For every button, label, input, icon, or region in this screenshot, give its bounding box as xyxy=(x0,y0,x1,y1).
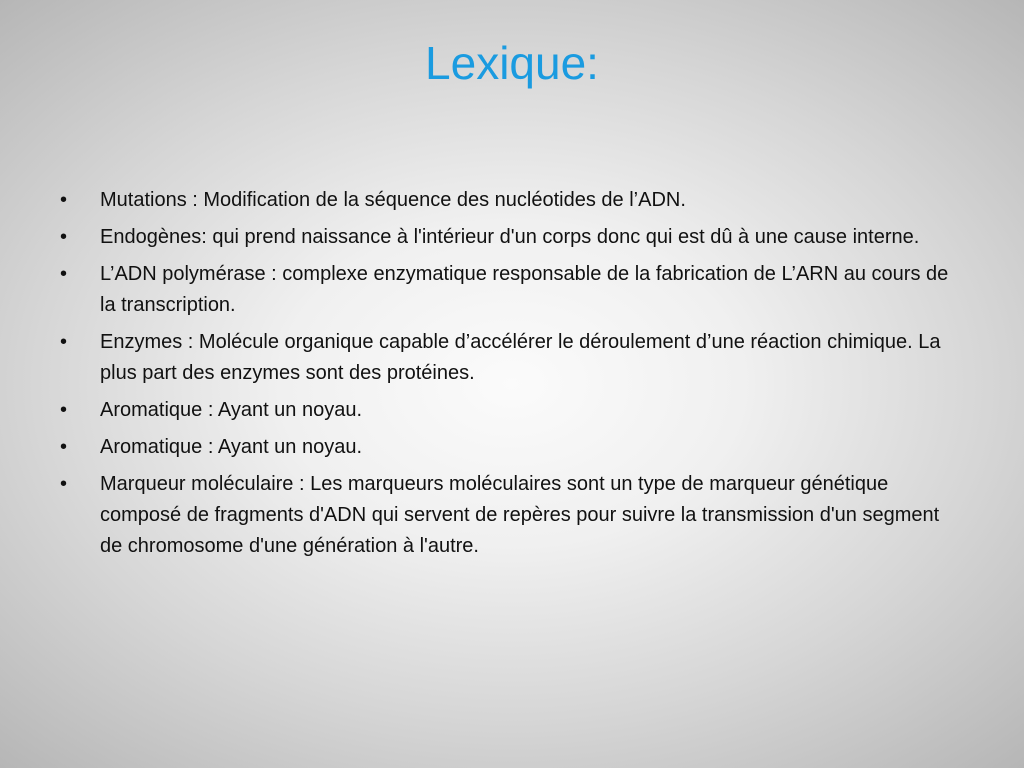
bullet-icon: • xyxy=(60,331,68,353)
list-item-text: Endogènes: qui prend naissance à l'intérieur d'un corps donc qui est dû à une cause interne. xyxy=(100,226,920,248)
bullet-list xyxy=(60,185,960,568)
list-item-text: L’ADN polymérase : complexe enzymatique responsable de la fabrication de L’ARN au cours de la transcription. xyxy=(100,263,949,316)
bullet-icon: • xyxy=(60,189,68,211)
slide-title: Lexique: xyxy=(425,37,599,89)
list-item-text: Aromatique : Ayant un noyau. xyxy=(100,399,363,421)
bullet-icon: • xyxy=(60,226,68,248)
list-item xyxy=(60,222,960,253)
bullet-icon: • xyxy=(60,436,68,458)
list-item-text: Mutations : Modification de la séquence des nucléotides de l’ADN. xyxy=(100,189,686,211)
list-item xyxy=(60,185,960,216)
list-item-text: Enzymes : Molécule organique capable d’accélérer le déroulement d’une réaction chimique. La plus part des enzymes sont des protéines. xyxy=(100,331,941,384)
bullet-icon: • xyxy=(60,473,68,495)
list-item xyxy=(60,259,960,321)
list-item-text: Aromatique : Ayant un noyau. xyxy=(100,436,363,458)
list-item xyxy=(60,432,960,463)
bullet-icon: • xyxy=(60,263,68,285)
list-item xyxy=(60,469,960,562)
list-item-text: Marqueur moléculaire : Les marqueurs moléculaires sont un type de marqueur génétique composé de fragments d'ADN qui servent de repères pour suivre la transmission d'un segment de chromosome d'une génération à l'autre. xyxy=(100,473,940,557)
bullet-icon: • xyxy=(60,399,68,421)
list-item xyxy=(60,327,960,389)
list-item xyxy=(60,395,960,426)
